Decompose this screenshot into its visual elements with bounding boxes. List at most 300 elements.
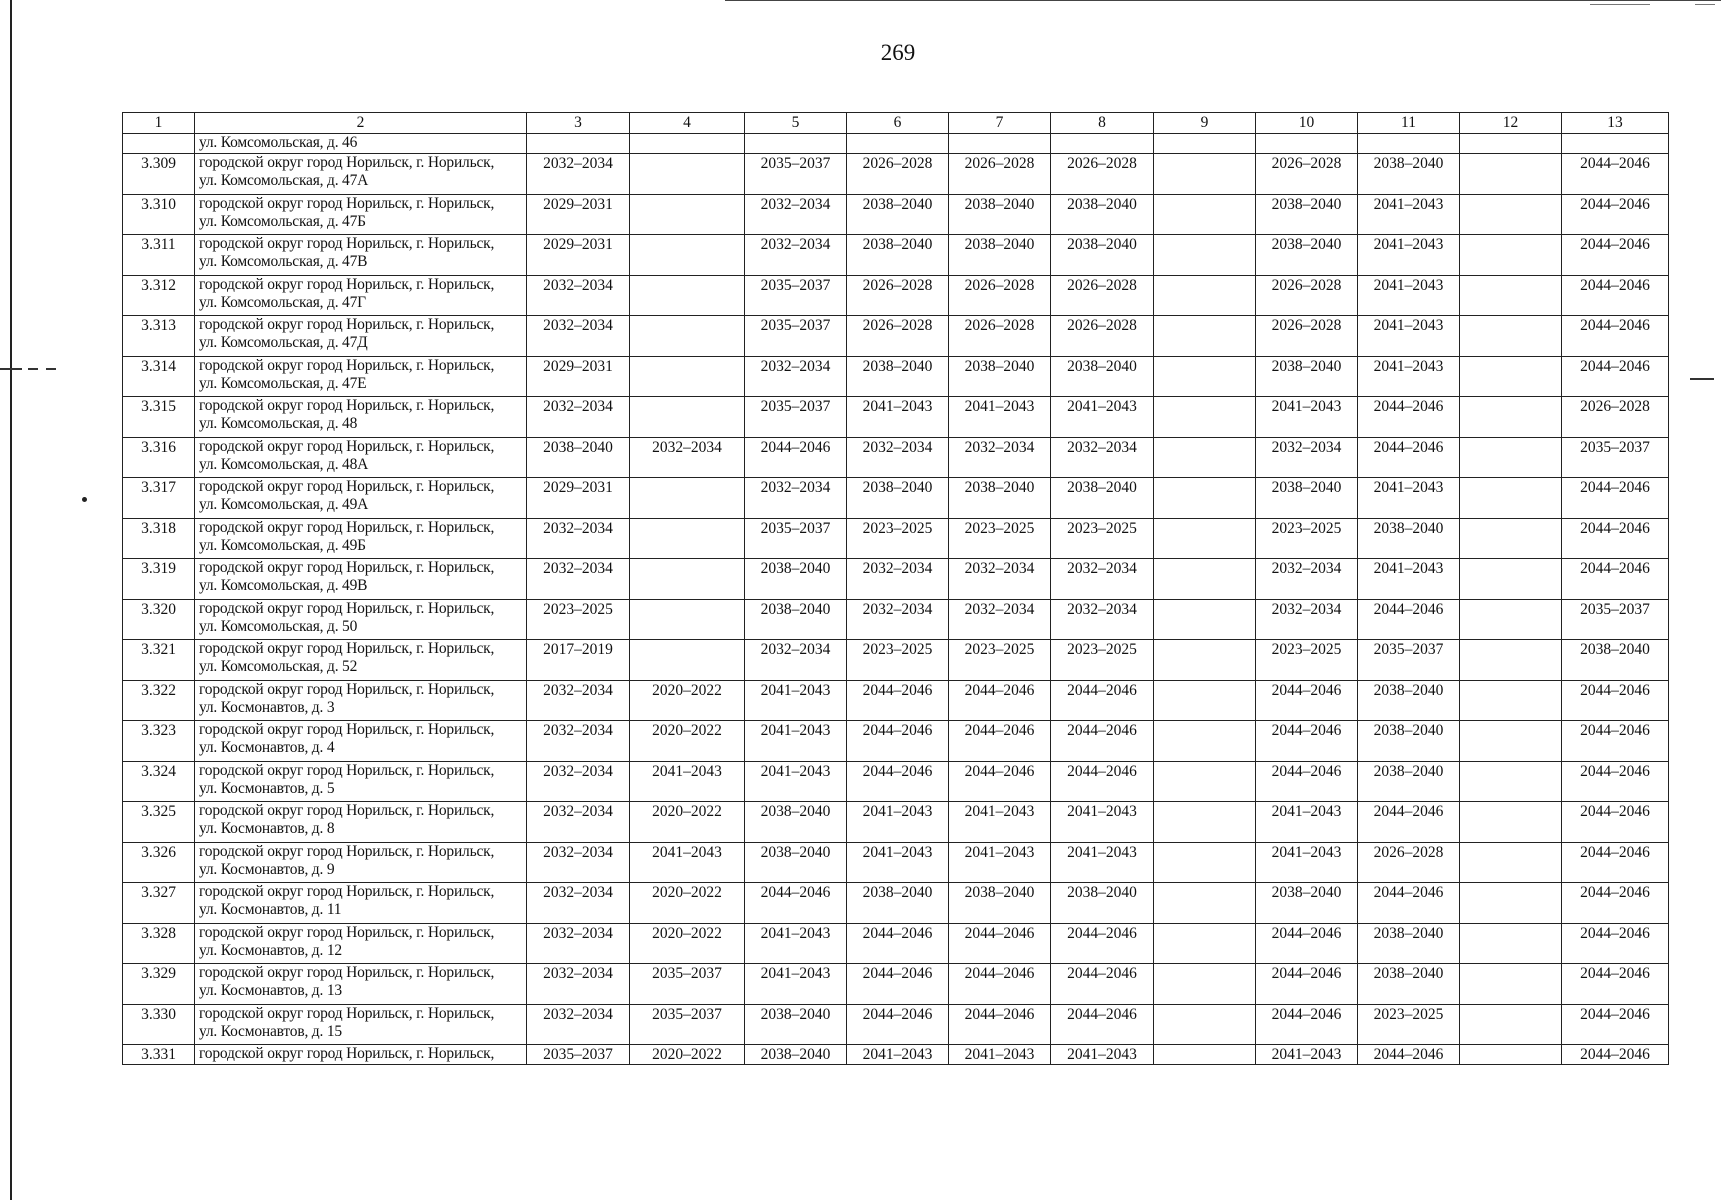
address-line-2: ул. Комсомольская, д. 49Б	[199, 536, 366, 554]
period-cell	[630, 397, 745, 438]
period-cell: 2044–2046	[1256, 680, 1358, 721]
period-cell: 2032–2034	[527, 721, 630, 762]
period-cell: 2026–2028	[1051, 154, 1154, 195]
period-cell: 2044–2046	[1051, 721, 1154, 762]
period-cell: 2044–2046	[1358, 437, 1460, 478]
address-line-2: ул. Комсомольская, д. 48	[199, 415, 358, 432]
period-cell	[1460, 235, 1562, 276]
period-cell	[630, 154, 745, 195]
period-cell: 2044–2046	[1256, 964, 1358, 1005]
row-number-cell: 3.318	[123, 518, 195, 559]
address-line-2: ул. Комсомольская, д. 47В	[199, 253, 368, 270]
period-cell	[1154, 923, 1256, 964]
address-line-2: ул. Космонавтов, д. 12	[199, 941, 342, 959]
period-cell	[1154, 356, 1256, 397]
period-cell: 2017–2019	[527, 640, 630, 681]
period-cell: 2041–2043	[1358, 356, 1460, 397]
address-cell	[195, 964, 527, 1005]
period-cell: 2044–2046	[847, 964, 949, 1005]
period-cell: 2038–2040	[1051, 356, 1154, 397]
address-line-2: ул. Комсомольская, д. 47Д	[199, 334, 368, 351]
period-cell	[1460, 437, 1562, 478]
period-cell: 2026–2028	[1256, 275, 1358, 316]
address-line-2: ул. Комсомольская, д. 49В	[199, 577, 368, 594]
page-number: 269	[880, 40, 916, 65]
period-cell	[1460, 802, 1562, 843]
period-cell: 2044–2046	[1358, 883, 1460, 924]
period-cell	[527, 134, 630, 154]
period-cell: 2038–2040	[1358, 964, 1460, 1005]
row-number-cell: 3.325	[123, 802, 195, 843]
period-cell	[1154, 883, 1256, 924]
period-cell: 2044–2046	[1256, 923, 1358, 964]
period-cell	[630, 478, 745, 519]
row-number-cell: 3.324	[123, 761, 195, 802]
period-cell: 2023–2025	[1358, 1004, 1460, 1045]
period-cell: 2023–2025	[1051, 640, 1154, 681]
period-cell: 2023–2025	[1256, 518, 1358, 559]
period-cell: 2023–2025	[949, 518, 1051, 559]
period-cell: 2035–2037	[1562, 599, 1669, 640]
period-cell: 2041–2043	[1358, 316, 1460, 357]
period-cell	[1154, 1045, 1256, 1065]
address-line-1: городской округ город Норильск, г. Норильск,	[199, 437, 495, 455]
period-cell	[1460, 1045, 1562, 1065]
row-number-cell: 3.320	[123, 599, 195, 640]
period-cell: 2026–2028	[847, 275, 949, 316]
address-cell	[195, 599, 527, 640]
period-cell: 2038–2040	[949, 356, 1051, 397]
period-cell: 2044–2046	[1358, 599, 1460, 640]
period-cell: 2044–2046	[1562, 356, 1669, 397]
address-cell	[195, 680, 527, 721]
address-line-1: городской округ город Норильск, г. Норильск,	[199, 802, 495, 819]
period-cell: 2032–2034	[527, 518, 630, 559]
address-line-1: городской округ город Норильск, г. Норильск,	[199, 842, 495, 860]
address-line-1: городской округ город Норильск, г. Норильск,	[199, 478, 495, 495]
period-cell: 2032–2034	[527, 1004, 630, 1045]
period-cell	[1154, 802, 1256, 843]
period-cell: 2035–2037	[1562, 437, 1669, 478]
period-cell: 2026–2028	[1358, 842, 1460, 883]
period-cell	[1154, 559, 1256, 600]
period-cell: 2038–2040	[847, 883, 949, 924]
period-cell	[745, 134, 847, 154]
column-header: 13	[1562, 113, 1669, 134]
period-cell: 2038–2040	[1256, 235, 1358, 276]
period-cell: 2041–2043	[847, 842, 949, 883]
period-cell: 2041–2043	[1256, 397, 1358, 438]
column-header: 8	[1051, 113, 1154, 134]
address-line-2: ул. Космонавтов, д. 13	[199, 982, 342, 999]
period-cell: 2026–2028	[949, 275, 1051, 316]
period-cell: 2044–2046	[1358, 802, 1460, 843]
period-cell: 2032–2034	[527, 761, 630, 802]
period-cell: 2044–2046	[949, 923, 1051, 964]
row-number-cell	[123, 134, 195, 154]
period-cell: 2020–2022	[630, 923, 745, 964]
address-cell	[195, 154, 527, 195]
period-cell	[1154, 640, 1256, 681]
address-line-1: городской округ город Норильск, г. Норильск,	[199, 923, 495, 941]
period-cell	[1154, 194, 1256, 235]
address-cell	[195, 397, 527, 438]
period-cell: 2044–2046	[1562, 518, 1669, 559]
column-header: 6	[847, 113, 949, 134]
address-line-2: ул. Космонавтов, д. 15	[199, 1022, 342, 1040]
period-cell: 2038–2040	[1256, 478, 1358, 519]
period-cell: 2044–2046	[1358, 397, 1460, 438]
address-cell	[195, 923, 527, 964]
address-line-1: городской округ город Норильск, г. Норильск,	[199, 883, 495, 900]
period-cell: 2029–2031	[527, 478, 630, 519]
period-cell: 2038–2040	[1358, 923, 1460, 964]
period-cell: 2041–2043	[1051, 1045, 1154, 1065]
period-cell: 2032–2034	[847, 559, 949, 600]
period-cell: 2032–2034	[527, 964, 630, 1005]
row-number-cell: 3.329	[123, 964, 195, 1005]
period-cell: 2038–2040	[1051, 883, 1154, 924]
address-line-1: городской округ город Норильск, г. Норильск,	[199, 518, 495, 536]
address-line-1: городской округ город Норильск, г. Норильск,	[199, 356, 495, 374]
address-line-1: городской округ город Норильск, г. Норильск,	[199, 964, 495, 981]
address-line-2: ул. Комсомольская, д. 47А	[199, 172, 369, 189]
period-cell: 2044–2046	[1562, 478, 1669, 519]
address-line-1: городской округ город Норильск, г. Норильск,	[199, 275, 495, 293]
period-cell: 2032–2034	[527, 883, 630, 924]
period-cell: 2044–2046	[1562, 1004, 1669, 1045]
period-cell: 2044–2046	[1562, 680, 1669, 721]
table-row	[123, 356, 1669, 397]
address-line-1: городской округ город Норильск, г. Норильск,	[199, 316, 495, 333]
row-number-cell: 3.327	[123, 883, 195, 924]
period-cell: 2029–2031	[527, 235, 630, 276]
address-cell	[195, 356, 527, 397]
period-cell	[1358, 134, 1460, 154]
period-cell: 2044–2046	[1562, 235, 1669, 276]
period-cell: 2032–2034	[527, 802, 630, 843]
column-header: 11	[1358, 113, 1460, 134]
period-cell: 2032–2034	[745, 356, 847, 397]
period-cell: 2041–2043	[1256, 842, 1358, 883]
period-cell: 2035–2037	[745, 154, 847, 195]
address-cell	[195, 761, 527, 802]
period-cell: 2032–2034	[527, 397, 630, 438]
period-cell: 2023–2025	[1051, 518, 1154, 559]
period-cell	[1460, 356, 1562, 397]
period-cell	[630, 518, 745, 559]
row-number-cell: 3.319	[123, 559, 195, 600]
period-cell: 2044–2046	[1562, 923, 1669, 964]
margin-mark	[46, 368, 56, 370]
period-cell: 2026–2028	[949, 154, 1051, 195]
period-cell	[949, 134, 1051, 154]
period-cell	[1154, 316, 1256, 357]
address-line-2: ул. Комсомольская, д. 50	[199, 617, 358, 635]
row-number-cell: 3.309	[123, 154, 195, 195]
period-cell: 2044–2046	[847, 1004, 949, 1045]
period-cell: 2035–2037	[1358, 640, 1460, 681]
column-header: 10	[1256, 113, 1358, 134]
period-cell: 2041–2043	[1051, 802, 1154, 843]
period-cell	[1154, 134, 1256, 154]
period-cell: 2026–2028	[1256, 316, 1358, 357]
table-row	[123, 883, 1669, 924]
period-cell: 2044–2046	[1358, 1045, 1460, 1065]
address-line-2: ул. Комсомольская, д. 48А	[199, 455, 369, 473]
period-cell: 2023–2025	[847, 640, 949, 681]
address-line-1: городской округ город Норильск, г. Норильск,	[199, 154, 495, 171]
period-cell: 2044–2046	[745, 437, 847, 478]
period-cell: 2044–2046	[1256, 1004, 1358, 1045]
period-cell: 2023–2025	[847, 518, 949, 559]
address-cell	[195, 1004, 527, 1045]
period-cell	[1154, 680, 1256, 721]
period-cell: 2044–2046	[1562, 316, 1669, 357]
period-cell: 2044–2046	[847, 761, 949, 802]
table-row	[123, 478, 1669, 519]
column-header: 9	[1154, 113, 1256, 134]
period-cell	[1256, 134, 1358, 154]
period-cell: 2038–2040	[949, 478, 1051, 519]
period-cell: 2041–2043	[949, 1045, 1051, 1065]
period-cell	[1460, 883, 1562, 924]
period-cell	[1460, 154, 1562, 195]
period-cell: 2044–2046	[1051, 680, 1154, 721]
address-line-1: городской округ город Норильск, г. Норильск,	[199, 721, 495, 738]
period-cell: 2032–2034	[1051, 437, 1154, 478]
period-cell: 2032–2034	[949, 559, 1051, 600]
address-line-2: ул. Комсомольская, д. 49А	[199, 496, 369, 513]
period-cell: 2041–2043	[847, 1045, 949, 1065]
address-line-1: городской округ город Норильск, г. Норильск,	[199, 559, 495, 576]
period-cell	[630, 356, 745, 397]
period-cell	[1154, 761, 1256, 802]
row-number-cell: 3.322	[123, 680, 195, 721]
table-row	[123, 680, 1669, 721]
row-number-cell: 3.313	[123, 316, 195, 357]
period-cell: 2038–2040	[1358, 518, 1460, 559]
period-cell: 2044–2046	[1562, 802, 1669, 843]
period-cell	[1460, 478, 1562, 519]
address-line-2: ул. Космонавтов, д. 11	[199, 901, 342, 918]
period-cell: 2038–2040	[949, 194, 1051, 235]
period-cell: 2041–2043	[949, 842, 1051, 883]
period-cell: 2041–2043	[1358, 235, 1460, 276]
period-cell: 2032–2034	[630, 437, 745, 478]
period-cell	[630, 235, 745, 276]
period-cell: 2041–2043	[1358, 478, 1460, 519]
period-cell: 2038–2040	[1358, 761, 1460, 802]
address-line-1: городской округ город Норильск, г. Норильск,	[199, 194, 495, 212]
row-number-cell: 3.328	[123, 923, 195, 964]
period-cell: 2038–2040	[847, 478, 949, 519]
period-cell	[1460, 680, 1562, 721]
period-cell: 2026–2028	[1051, 275, 1154, 316]
table-row	[123, 842, 1669, 883]
period-cell: 2038–2040	[1358, 680, 1460, 721]
period-cell: 2044–2046	[847, 721, 949, 762]
period-cell: 2032–2034	[745, 478, 847, 519]
row-number-cell: 3.314	[123, 356, 195, 397]
address-cell	[195, 518, 527, 559]
table-row	[123, 721, 1669, 762]
period-cell: 2032–2034	[527, 316, 630, 357]
address-cell	[195, 802, 527, 843]
period-cell	[1460, 599, 1562, 640]
table-row	[123, 559, 1669, 600]
period-cell	[1154, 721, 1256, 762]
address-cell: городской округ город Норильск, г. Норильск,	[195, 1045, 527, 1065]
scan-dot	[82, 497, 87, 502]
period-cell	[1154, 397, 1256, 438]
period-cell: 2023–2025	[527, 599, 630, 640]
period-cell: 2038–2040	[949, 235, 1051, 276]
period-cell: 2032–2034	[1051, 599, 1154, 640]
period-cell: 2044–2046	[1562, 842, 1669, 883]
period-cell: 2044–2046	[1051, 964, 1154, 1005]
period-cell: 2020–2022	[630, 721, 745, 762]
address-line-1: городской округ город Норильск, г. Норильск,	[199, 599, 495, 617]
period-cell	[1460, 316, 1562, 357]
period-cell: 2032–2034	[527, 680, 630, 721]
period-cell: 2041–2043	[1256, 802, 1358, 843]
period-cell: 2044–2046	[1562, 883, 1669, 924]
address-cell	[195, 316, 527, 357]
period-cell: 2044–2046	[1256, 761, 1358, 802]
period-cell: 2044–2046	[949, 680, 1051, 721]
column-header: 4	[630, 113, 745, 134]
period-cell: 2044–2046	[1562, 721, 1669, 762]
period-cell: 2032–2034	[527, 559, 630, 600]
period-cell	[630, 275, 745, 316]
period-cell	[1154, 275, 1256, 316]
address-cell	[195, 721, 527, 762]
period-cell: 2041–2043	[1051, 397, 1154, 438]
period-cell: 2044–2046	[1256, 721, 1358, 762]
period-cell: 2038–2040	[745, 559, 847, 600]
period-cell: 2026–2028	[847, 316, 949, 357]
period-cell: 2032–2034	[1256, 437, 1358, 478]
period-cell: 2044–2046	[847, 680, 949, 721]
address-line-2: ул. Комсомольская, д. 47Б	[199, 212, 366, 230]
period-cell: 2044–2046	[1051, 761, 1154, 802]
table-row	[123, 640, 1669, 681]
address-line-1: городской округ город Норильск, г. Норильск,	[199, 761, 495, 779]
address-line-1: городской округ город Норильск, г. Норильск,	[199, 1004, 495, 1022]
address-line-2: ул. Космонавтов, д. 5	[199, 779, 335, 797]
period-cell: 2044–2046	[1562, 194, 1669, 235]
row-number-cell: 3.321	[123, 640, 195, 681]
period-cell	[1154, 599, 1256, 640]
period-cell	[630, 640, 745, 681]
period-cell: 2038–2040	[1051, 194, 1154, 235]
period-cell: 2020–2022	[630, 883, 745, 924]
period-cell: 2041–2043	[847, 802, 949, 843]
period-cell: 2044–2046	[847, 923, 949, 964]
period-cell: 2035–2037	[745, 397, 847, 438]
row-number-cell: 3.316	[123, 437, 195, 478]
period-cell	[847, 134, 949, 154]
period-cell: 2038–2040	[745, 599, 847, 640]
period-cell: 2026–2028	[1051, 316, 1154, 357]
period-cell: 2020–2022	[630, 802, 745, 843]
address-line-2: ул. Космонавтов, д. 3	[199, 698, 335, 716]
period-cell: 2035–2037	[745, 316, 847, 357]
period-cell: 2020–2022	[630, 680, 745, 721]
period-cell: 2041–2043	[745, 761, 847, 802]
period-cell: 2026–2028	[1562, 397, 1669, 438]
table-row	[123, 1004, 1669, 1045]
period-cell: 2029–2031	[527, 356, 630, 397]
period-cell: 2023–2025	[1256, 640, 1358, 681]
period-cell	[1154, 1004, 1256, 1045]
table-row	[123, 235, 1669, 276]
period-cell: 2032–2034	[847, 437, 949, 478]
period-cell: 2035–2037	[630, 1004, 745, 1045]
period-cell: 2041–2043	[1358, 275, 1460, 316]
address-cell	[195, 883, 527, 924]
table-row	[123, 194, 1669, 235]
address-line-2: ул. Космонавтов, д. 8	[199, 820, 335, 837]
period-cell: 2044–2046	[949, 964, 1051, 1005]
period-cell	[1154, 437, 1256, 478]
period-cell	[1460, 194, 1562, 235]
period-cell: 2026–2028	[847, 154, 949, 195]
top-rule	[725, 0, 1721, 1]
period-cell	[1460, 1004, 1562, 1045]
period-cell	[1154, 478, 1256, 519]
table-row	[123, 761, 1669, 802]
period-cell	[1154, 842, 1256, 883]
row-number-cell: 3.312	[123, 275, 195, 316]
period-cell: 2044–2046	[949, 1004, 1051, 1045]
period-cell: 2044–2046	[1051, 1004, 1154, 1045]
period-cell: 2038–2040	[847, 235, 949, 276]
period-cell: 2041–2043	[1051, 842, 1154, 883]
period-cell	[1460, 559, 1562, 600]
period-cell: 2032–2034	[1256, 599, 1358, 640]
margin-mark	[0, 368, 22, 370]
margin-mark	[1690, 378, 1714, 380]
period-cell	[630, 134, 745, 154]
column-header: 2	[195, 113, 527, 134]
period-cell: 2032–2034	[1256, 559, 1358, 600]
address-cell	[195, 478, 527, 519]
address-line-1: городской округ город Норильск, г. Норильск,	[199, 680, 495, 698]
period-cell: 2041–2043	[1358, 559, 1460, 600]
column-header: 3	[527, 113, 630, 134]
address-line-2: ул. Космонавтов, д. 9	[199, 860, 335, 878]
period-cell: 2044–2046	[1051, 923, 1154, 964]
address-cell	[195, 437, 527, 478]
period-cell: 2032–2034	[527, 154, 630, 195]
period-cell: 2026–2028	[949, 316, 1051, 357]
period-cell: 2032–2034	[527, 923, 630, 964]
period-cell: 2044–2046	[949, 721, 1051, 762]
period-cell: 2038–2040	[745, 842, 847, 883]
period-cell	[1460, 640, 1562, 681]
address-line-1: городской округ город Норильск, г. Норильск,	[199, 235, 495, 252]
address-cell	[195, 235, 527, 276]
period-cell: 2044–2046	[1562, 761, 1669, 802]
period-cell: 2035–2037	[745, 275, 847, 316]
period-cell	[1460, 923, 1562, 964]
table-row	[123, 1045, 1669, 1065]
row-number-cell: 3.323	[123, 721, 195, 762]
table-row	[123, 964, 1669, 1005]
column-header: 1	[123, 113, 195, 134]
